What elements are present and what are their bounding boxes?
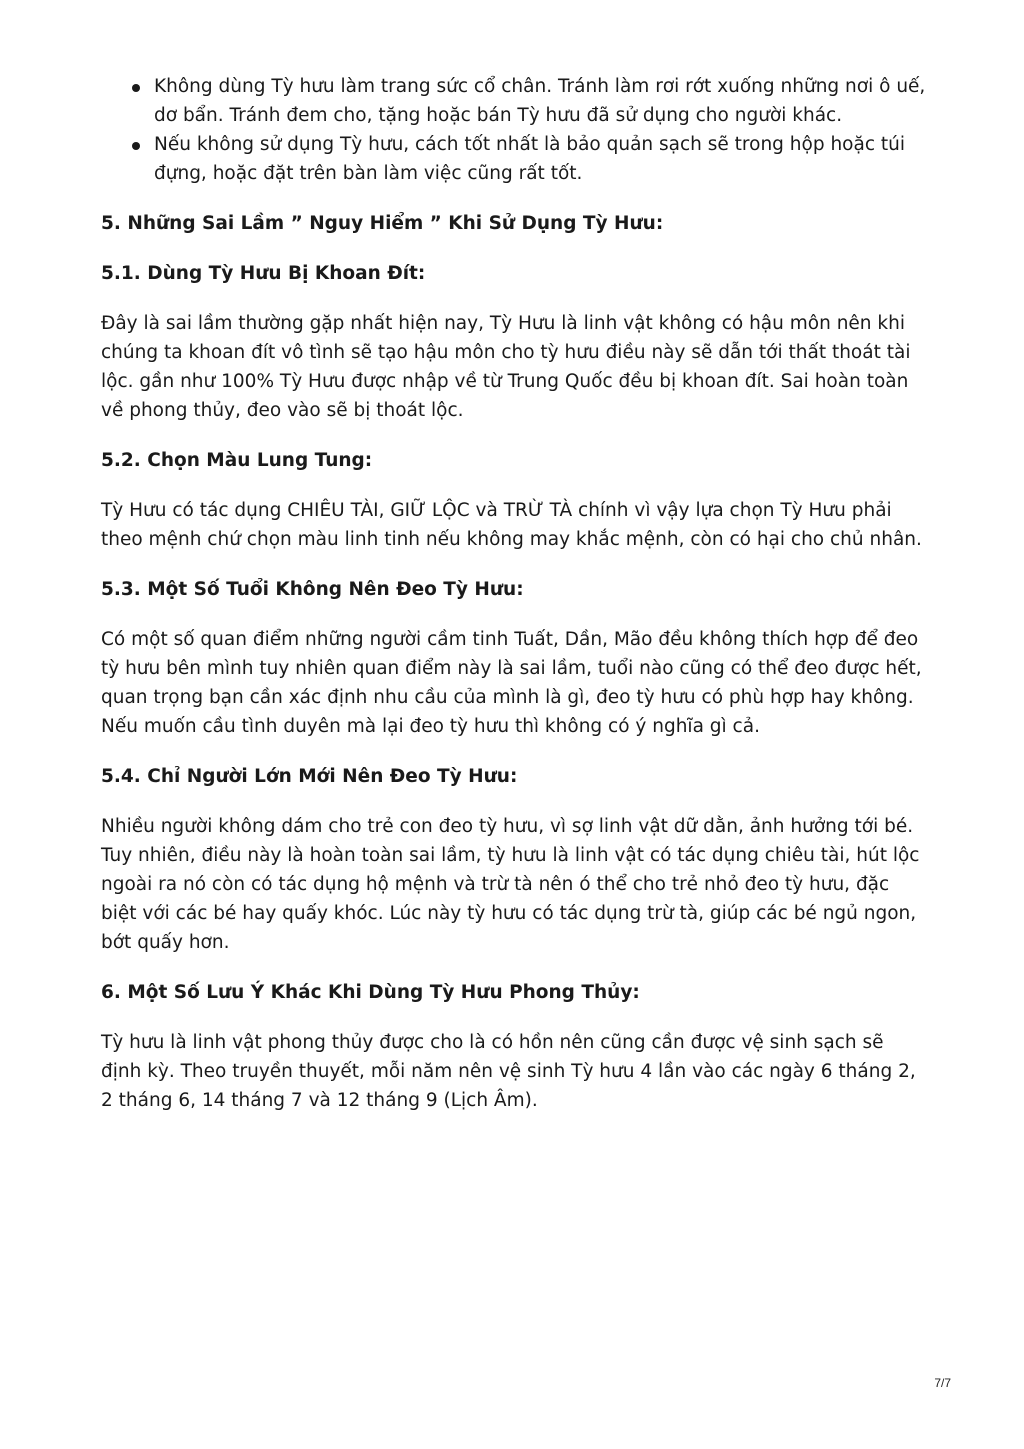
section-heading-5-1: 5.1. Dùng Tỳ Hưu Bị Khoan Đít: bbox=[101, 263, 426, 284]
list-item bbox=[101, 72, 929, 130]
section-paragraph-5-4: Nhiều người không dám cho trẻ con đeo tỳ hưu, vì sợ linh vật dữ dằn, ảnh hưởng tới bé. Tuy nhiên, điều này là hoàn toàn sai lầm, tỳ hưu là linh vật có tác dụng chiêu tài, hút lộc ngoài ra nó còn có tác dụng hộ mệnh và trừ tà nên ó thể cho trẻ nhỏ đeo tỳ hưu, đặc biệt với các bé hay quấy khóc. Lúc này tỳ hưu có tác dụng trừ tà, giúp các bé ngủ ngon, bớt quấy hơn. bbox=[101, 816, 920, 953]
bullet-list bbox=[101, 72, 929, 188]
section-heading-5-4: 5.4. Chỉ Người Lớn Mới Nên Đeo Tỳ Hưu: bbox=[101, 766, 518, 787]
bullet-icon bbox=[132, 84, 140, 92]
section-paragraph-5-3: Có một số quan điểm những người cầm tinh Tuất, Dần, Mão đều không thích hợp để đeo tỳ hưu bên mình tuy nhiên quan điểm này là sai lầm, tuổi nào cũng có thể đeo được hết, quan trọng bạn cần xác định nhu cầu của mình là gì, đeo tỳ hưu có phù hợp hay không. Nếu muốn cầu tình duyên mà lại đeo tỳ hưu thì không có ý nghĩa gì cả. bbox=[101, 629, 922, 737]
list-item-text: Nếu không sử dụng Tỳ hưu, cách tốt nhất là bảo quản sạch sẽ trong hộp hoặc túi đựng, hoặc đặt trên bàn làm việc cũng rất tốt. bbox=[154, 134, 906, 184]
section-paragraph-5-1: Đây là sai lầm thường gặp nhất hiện nay, Tỳ Hưu là linh vật không có hậu môn nên khi chúng ta khoan đít vô tình sẽ tạo hậu môn cho tỳ hưu điều này sẽ dẫn tới thất thoát tài lộc. gần như 100% Tỳ Hưu được nhập về từ Trung Quốc đều bị khoan đít. Sai hoàn toàn về phong thủy, đeo vào sẽ bị thoát lộc. bbox=[101, 313, 911, 421]
list-item bbox=[101, 130, 929, 188]
section-heading-5: 5. Những Sai Lầm ” Nguy Hiểm ” Khi Sử Dụng Tỳ Hưu: bbox=[101, 213, 664, 234]
section-heading-5-2: 5.2. Chọn Màu Lung Tung: bbox=[101, 450, 373, 471]
section-heading-5-3: 5.3. Một Số Tuổi Không Nên Đeo Tỳ Hưu: bbox=[101, 579, 524, 600]
bullet-icon bbox=[132, 142, 140, 150]
section-paragraph-5-2: Tỳ Hưu có tác dụng CHIÊU TÀI, GIỮ LỘC và TRỪ TÀ chính vì vậy lựa chọn Tỳ Hưu phải theo mệnh chứ chọn màu linh tinh nếu không may khắc mệnh, còn có hại cho chủ nhân. bbox=[101, 500, 922, 550]
document-page bbox=[101, 72, 929, 1115]
section-heading-6: 6. Một Số Lưu Ý Khác Khi Dùng Tỳ Hưu Phong Thủy: bbox=[101, 982, 640, 1003]
list-item-text: Không dùng Tỳ hưu làm trang sức cổ chân. Tránh làm rơi rớt xuống những nơi ô uế, dơ bẩn. Tránh đem cho, tặng hoặc bán Tỳ hưu đã sử dụng cho người khác. bbox=[154, 76, 926, 126]
page-number: 7/7 bbox=[934, 1376, 951, 1390]
section-paragraph-6: Tỳ hưu là linh vật phong thủy được cho là có hồn nên cũng cần được vệ sinh sạch sẽ định kỳ. Theo truyền thuyết, mỗi năm nên vệ sinh Tỳ hưu 4 lần vào các ngày 6 tháng 2, 2 tháng 6, 14 tháng 7 và 12 tháng 9 (Lịch Âm). bbox=[101, 1032, 916, 1111]
